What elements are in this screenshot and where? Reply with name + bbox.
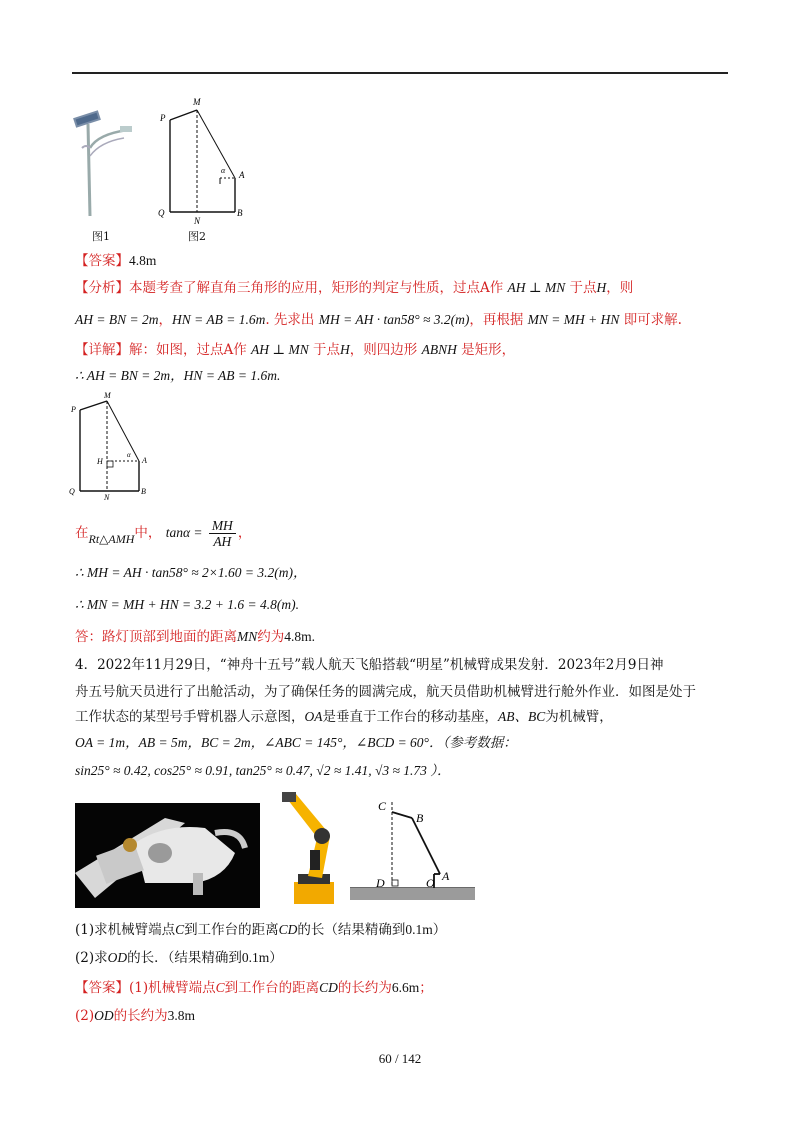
robot-label-C: C [378, 799, 387, 813]
page-number: 60 / 142 [378, 1051, 422, 1066]
q4-answer-1 [75, 978, 433, 998]
analysis-tag: 【分析】 [75, 280, 129, 296]
fig3-label-B: B [141, 487, 146, 496]
fig3-label-M: M [104, 391, 111, 400]
step3-line: ∴ MN = MH + HN = 3.2 + 1.6 = 4.8(m). [75, 597, 300, 612]
detail-H: H [340, 342, 350, 357]
fig2-label-alpha: α [221, 166, 226, 175]
detail-text2: 于点 [313, 342, 341, 358]
q4-line-4: OA = 1m，AB = 5m，BC = 2m，∠ABC = 145°，∠BCD = 60°．（参考数据： [75, 735, 517, 750]
detail-math1: AH ⊥ MN [251, 342, 309, 357]
conclusion-math: MN [237, 629, 258, 644]
analysis-line2-text3: 即可求解. [623, 312, 682, 328]
detail-tag: 【详解】 [75, 342, 129, 358]
lamp-geometry-diagram [150, 92, 260, 227]
robot-label-O: O [426, 876, 435, 890]
sub1-a: (1)求机械臂端点 [75, 922, 176, 938]
detail-text3: ，则四边形 [349, 342, 418, 358]
step1-text: 在 [75, 525, 89, 541]
detail-math2: ABNH [421, 342, 457, 357]
ans2-c: 的长约为 [337, 980, 392, 996]
conclusion-line [75, 627, 315, 647]
sub2-a: (2)求 [75, 950, 108, 966]
analysis-math4: MN = MH + HN [527, 312, 620, 327]
fig3-label-N: N [104, 493, 110, 502]
sub-question-1 [75, 920, 446, 940]
sub2-OD: OD [107, 950, 128, 965]
detail-line-1 [75, 340, 515, 360]
answer-value: 4.8m [129, 253, 157, 268]
ans3-a: (2) [75, 1008, 95, 1024]
robot-arm-diagram [350, 790, 485, 908]
q4-AB-BC: AB、BC [498, 709, 546, 724]
detail-text: 解：如图，过点A作 [129, 342, 247, 358]
fig3-label-H: H [97, 457, 103, 466]
robot-label-B: B [416, 811, 424, 825]
q4-line3a: 工作状态的某型号手臂机器人示意图， [75, 709, 305, 725]
analysis-line-2 [75, 310, 682, 330]
ans3-b: 的长约为 [113, 1008, 168, 1024]
analysis-line2-text: . 先求出 [265, 312, 315, 328]
step2-line: ∴ MH = AH · tan58° ≈ 2×1.60 = 3.2(m)， [75, 565, 307, 580]
analysis-math2: HN = AB = 1.6m [171, 312, 266, 327]
sub-question-2 [75, 948, 283, 968]
q4-line3b: 是垂直于工作台的移动基座， [322, 709, 498, 725]
analysis-math: AH ⊥ MN [507, 280, 566, 295]
analysis-H: H [596, 280, 607, 295]
fig2-label-A: A [239, 170, 245, 180]
fig2-label-P: P [160, 113, 166, 123]
q4-line-3 [75, 707, 613, 727]
conclusion-text: 答：路灯顶部到地面的距离 [75, 629, 237, 645]
street-lamp-image [68, 108, 138, 220]
q4-answer-2 [75, 1006, 195, 1026]
fig3-label-P: P [71, 405, 76, 414]
sub1-prec: 0.1m [405, 922, 433, 937]
step1-tan: tanα = [165, 525, 203, 540]
detail-line-2: ∴ AH = BN = 2m，HN = AB = 1.6m. [75, 368, 281, 383]
step1-fraction [209, 518, 236, 549]
sub1-c: 的长（结果精确到 [297, 922, 406, 938]
sub1-d: ） [432, 922, 447, 938]
analysis-math1: AH = BN = 2m [75, 312, 159, 327]
q4-OA: OA [304, 709, 323, 724]
step1-end: ， [237, 525, 252, 541]
ans2-tag: 【答案】 [75, 980, 129, 996]
sub1-CD: CD [278, 922, 298, 937]
analysis-sep: ， [158, 312, 172, 328]
sub2-c: ） [269, 950, 283, 966]
ans2-a: (1)机械臂端点 [129, 980, 216, 996]
fig3-label-alpha: α [127, 451, 131, 459]
sub1-C: C [175, 922, 185, 937]
analysis-line2-text2: ，再根据 [469, 312, 524, 328]
q4-line-1: 4．2022年11月29日，“神舟十五号”载人航天飞船搭载“明星”机械臂成果发射．2023年2月9日神 [75, 657, 664, 673]
ans3-OD: OD [94, 1008, 114, 1023]
step1-rt: Rt△AMH [88, 532, 135, 546]
astronaut-robot-arm-photo [75, 803, 260, 908]
robot-label-D: D [376, 876, 385, 890]
fig2-label-B: B [237, 208, 243, 218]
fig2-label-N: N [194, 216, 201, 226]
step1-line [75, 515, 251, 551]
ans2-val: 6.6m [391, 980, 420, 995]
lamp-geometry-diagram-2 [65, 390, 165, 502]
analysis-text2: 于点 [569, 280, 597, 296]
fig2-label-M: M [193, 97, 201, 107]
sub1-b: 到工作台的距离 [184, 922, 279, 938]
sub2-b: 的长．（结果精确到 [127, 950, 242, 966]
sub2-prec: 0.1m [241, 950, 270, 965]
industrial-robot-image [268, 790, 353, 908]
step1-den: AH [213, 534, 232, 549]
answer-line [75, 251, 156, 271]
ans3-val: 3.8m [167, 1008, 196, 1023]
step1-num: MH [209, 518, 236, 534]
q4-line-2: 舟五号航天员进行了出舱活动，为了确保任务的圆满完成，航天员借助机械臂进行舱外作业．如图是处于 [75, 684, 696, 700]
conclusion-value: 4.8m. [284, 629, 316, 644]
ans2-d: ； [419, 980, 433, 996]
analysis-text: 本题考查了解直角三角形的应用，矩形的判定与性质，过点A作 [129, 280, 504, 296]
detail-text4: 是矩形， [461, 342, 516, 358]
ans2-b: 到工作台的距离 [224, 980, 320, 996]
fig2-caption: 图2 [188, 230, 206, 243]
step1-text2: 中， [134, 525, 162, 541]
fig2-label-Q: Q [158, 208, 165, 218]
fig3-label-A: A [142, 456, 147, 465]
robot-label-A: A [442, 869, 450, 883]
ans2-CD: CD [319, 980, 338, 995]
analysis-text3: ，则 [606, 280, 634, 296]
fig3-label-Q: Q [69, 487, 75, 496]
analysis-line-1 [75, 278, 633, 298]
fig1-caption: 图1 [92, 230, 110, 243]
answer-tag: 【答案】 [75, 253, 129, 269]
conclusion-text2: 约为 [257, 629, 285, 645]
q4-line3c: 为机械臂， [545, 709, 613, 725]
q4-line-5: sin25° ≈ 0.42, cos25° ≈ 0.91, tan25° ≈ 0.47, √2 ≈ 1.41, √3 ≈ 1.73 ）． [75, 763, 451, 778]
ans2-C: C [215, 980, 225, 995]
header-rule [72, 72, 728, 74]
analysis-math3: MH = AH · tan58° ≈ 3.2(m) [318, 312, 470, 327]
